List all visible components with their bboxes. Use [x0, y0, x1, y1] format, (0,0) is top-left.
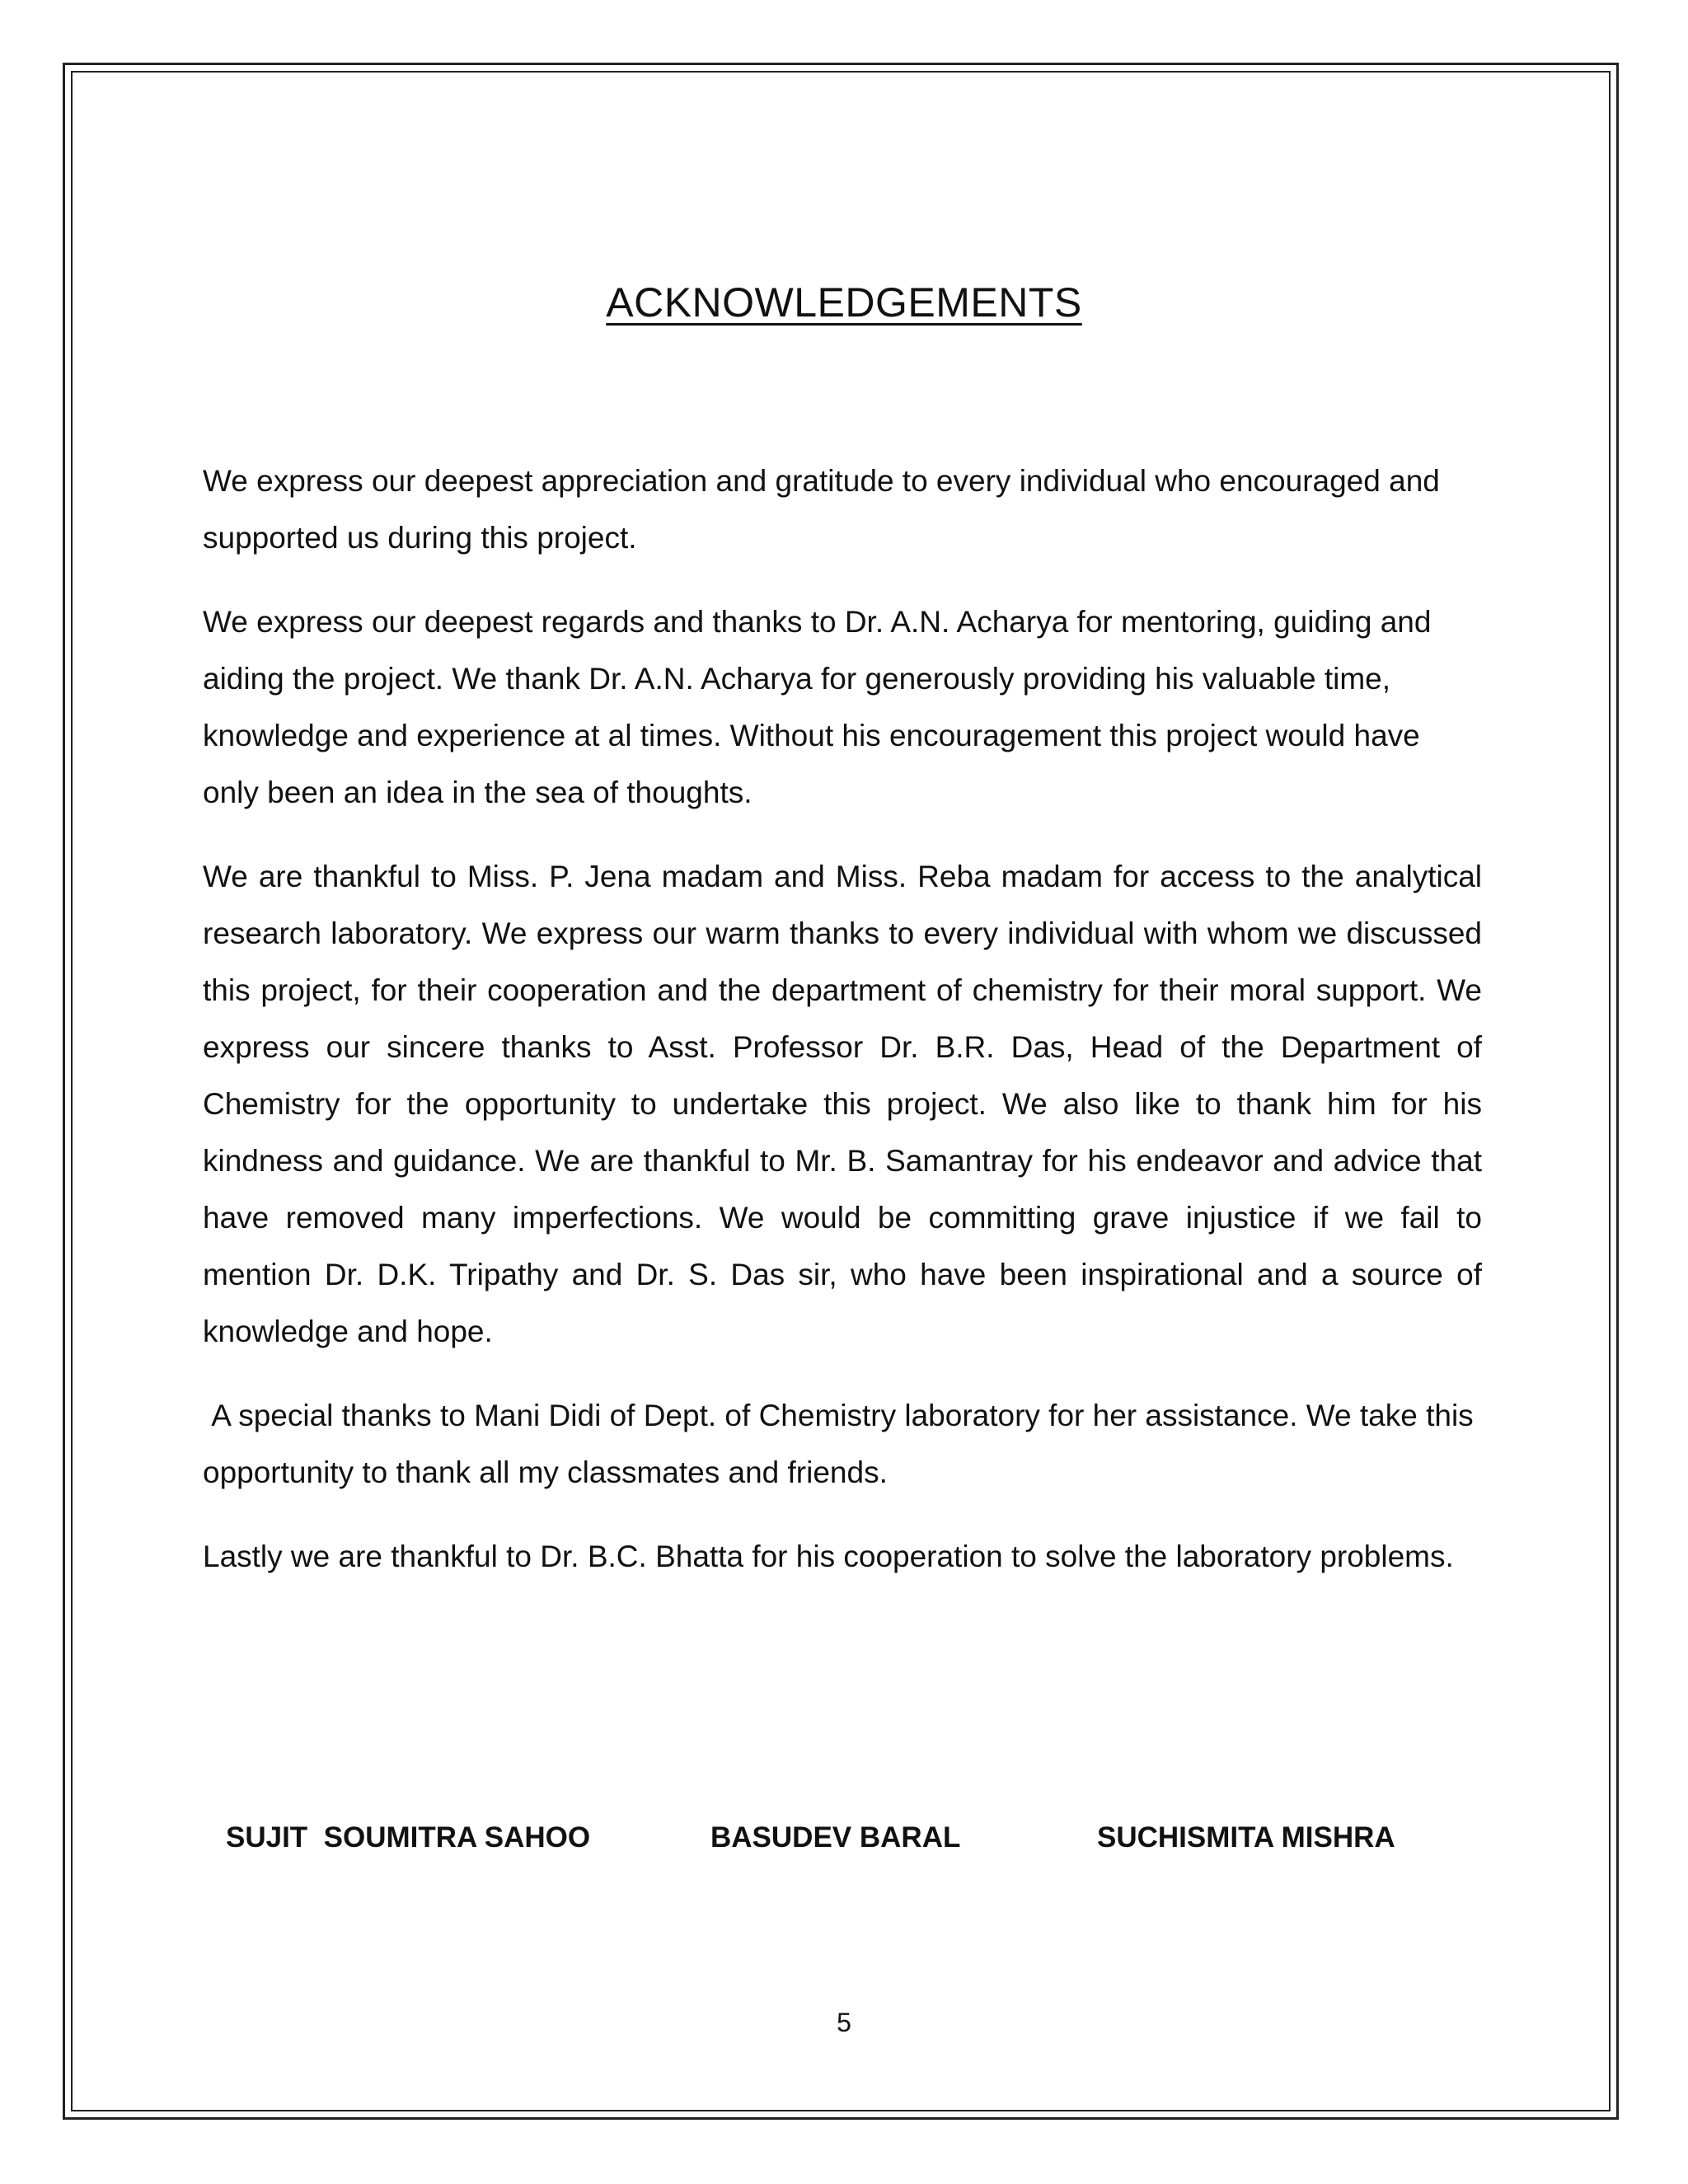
signatory-2: BASUDEV BARAL — [710, 1821, 961, 1854]
page-title: ACKNOWLEDGEMENTS — [606, 279, 1082, 326]
body-text — [203, 452, 1482, 1612]
paragraph-2: We express our deepest regards and thanks to Dr. A.N. Acharya for mentoring, guiding and aiding the project. We thank Dr. A.N. Acharya for generously providing his valuable time, knowledge and experience at al times. Without his encouragement this project would have only been an idea in the sea of thoughts. — [203, 605, 1432, 809]
paragraph-3: We are thankful to Miss. P. Jena madam and Miss. Reba madam for access to the analytical research laboratory. We express our warm thanks to every individual with whom we discussed this project, for their cooperation and the department of chemistry for their moral support. We express our sincere thanks to Asst. Professor Dr. B.R. Das, Head of the Department of Chemistry for the opportunity to undertake this project. We also like to thank him for his kindness and guidance. We are thankful to Mr. B. Samantray for his endeavor and advice that have removed many imperfections. We would be committing grave injustice if we fail to mention Dr. D.K. Tripathy and Dr. S. Das sir, who have been inspirational and a source of knowledge and hope. — [203, 860, 1482, 1348]
paragraph-4: A special thanks to Mani Didi of Dept. of Chemistry laboratory for her assistance. We take this opportunity to thank all my classmates and friends. — [203, 1399, 1482, 1489]
page-number: 5 — [837, 2008, 851, 2037]
signatory-1: SUJIT SOUMITRA SAHOO — [226, 1821, 591, 1854]
paragraph-1: We express our deepest appreciation and gratitude to every individual who encouraged and supported us during this project. — [203, 464, 1440, 555]
signatures — [0, 1821, 1688, 1871]
signatory-3: SUCHISMITA MISHRA — [1097, 1821, 1395, 1854]
paragraph-5: Lastly we are thankful to Dr. B.C. Bhatta for his cooperation to solve the laboratory problems. — [203, 1540, 1454, 1573]
